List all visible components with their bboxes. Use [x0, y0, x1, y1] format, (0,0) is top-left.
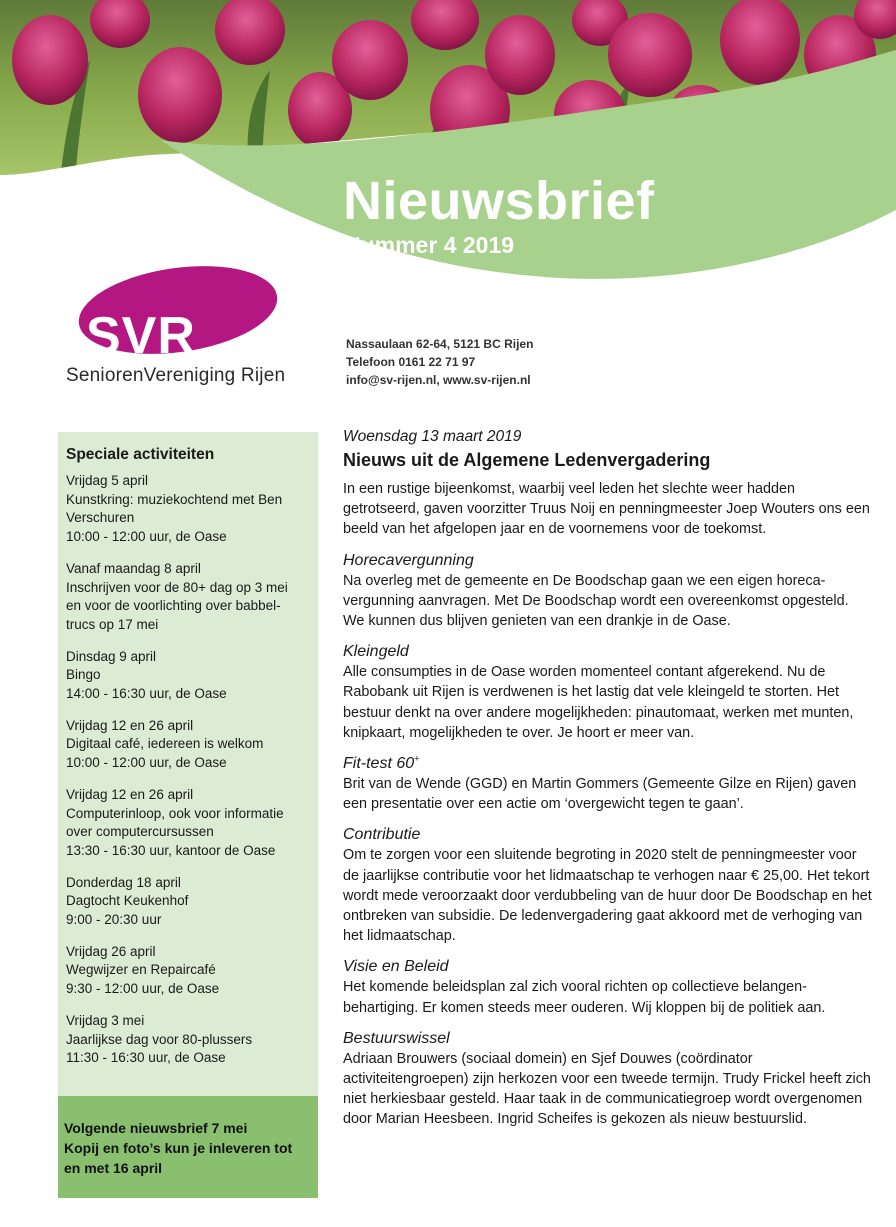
activity-item [66, 560, 308, 635]
activity-line: Wegwijzer en Repaircafé [66, 962, 216, 978]
logo-organization-name: SeniorenVereniging Rijen [66, 365, 286, 386]
section-title-text: Fit-test 60 [343, 755, 415, 773]
activity-line: Verschuren [66, 510, 135, 526]
section-title [343, 642, 873, 662]
section-text: Na overleg met de gemeente en De Boodschap gaan we een eigen horeca-vergunning aanvragen. Met De Boodschap wordt een overeenkomst opgesteld. We kunnen dus blijven genieten van een drankje in de Oase. [343, 572, 849, 630]
newsletter-title: Nieuwsbrief [343, 171, 655, 231]
section-title-text: Kleingeld [343, 643, 409, 661]
activity-list [66, 472, 308, 1068]
next-newsletter-notice [58, 1096, 318, 1198]
activity-item [66, 874, 308, 930]
activity-line: 10:00 - 12:00 uur, de Oase [66, 755, 227, 771]
activity-line: Vanaf maandag 8 april [66, 560, 201, 576]
activity-line: 9:00 - 20:30 uur [66, 912, 162, 928]
section-title [343, 825, 873, 845]
activity-line: Vrijdag 3 mei [66, 1012, 145, 1028]
contact-block [346, 335, 533, 389]
section-text: Alle consumpties in de Oase worden momenteel contant afgerekend. Nu de Rabobank uit Rijen is verdwenen is het lastig dat vele kleingeld te storten. Het bestuur denkt na over andere mogelijkheden: pinautomaat, werken met munten, knipkaart, mogelijkheden te over. Je hoort er meer van. [343, 664, 854, 741]
activity-line: en voor de voorlichting over babbel- [66, 598, 281, 614]
activity-line: trucs op 17 mei [66, 616, 159, 632]
activity-line: Vrijdag 12 en 26 april [66, 717, 194, 733]
issue-number: Nummer 4 2019 [344, 232, 515, 258]
activity-line: Computerinloop, ook voor informatie [66, 805, 284, 821]
activity-line: 10:00 - 12:00 uur, de Oase [66, 529, 227, 545]
contact-phone: Telefoon 0161 22 71 97 [346, 355, 476, 369]
section-title [343, 551, 873, 571]
activity-line: Vrijdag 12 en 26 april [66, 786, 194, 802]
activity-line: 11:30 - 16:30 uur, de Oase [66, 1050, 226, 1066]
article-intro: In een rustige bijeenkomst, waarbij veel leden het slechte weer hadden getrotseerd, gaven voorzitter Truus Noij en penningmeester Joep Wouters ons een beeld van het afgelopen jaar en de voornemens voor de toekomst. [343, 481, 870, 538]
activity-line: Donderdag 18 april [66, 874, 181, 890]
section-title [343, 957, 873, 977]
activities-sidebar [58, 432, 318, 1096]
activity-item [66, 943, 308, 999]
activity-line: Dinsdag 9 april [66, 648, 157, 664]
article-sections [343, 551, 873, 1130]
section-title-superscript: + [414, 753, 420, 764]
contact-address: Nassaulaan 62-64, 5121 BC Rijen [346, 337, 534, 351]
section-text: Om te zorgen voor een sluitende begroting in 2020 stelt de penningmeester voor de jaarlijkse contributie voor het lidmaatschap te verhogen naar € 25,00. Het tekort wordt mede veroorzaakt door verdubbeling van de huur door De Boodschap en het ontbreken van subsidie. De ledenvergadering gaat akkoord met de verhoging van het lidmaatschap. [343, 847, 872, 945]
main-article [343, 427, 873, 1141]
activity-item [66, 786, 308, 861]
activity-item [66, 648, 308, 704]
activity-line: over computercursussen [66, 824, 214, 840]
activity-line: Digitaal café, iedereen is welkom [66, 736, 264, 752]
notice-line: Volgende nieuwsbrief 7 mei [64, 1120, 248, 1136]
article-title: Nieuws uit de Algemene Ledenvergadering [343, 450, 711, 470]
activity-line: 13:30 - 16:30 uur, kantoor de Oase [66, 842, 276, 858]
section-title-text: Contributie [343, 826, 421, 844]
section-text: Adriaan Brouwers (sociaal domein) en Sjef Douwes (coördinator activiteitengroepen) zijn herkozen voor een tweede termijn. Trudy Frickel heeft zich niet herkiesbaar gesteld. Haar taak in de communicatiegroep wordt overgenomen door Marian Heesbeen. Ingrid Scheifes is gekozen als nieuw bestuurslid. [343, 1050, 871, 1128]
activity-line: Dagtocht Keukenhof [66, 893, 189, 909]
activity-line: 9:30 - 12:00 uur, de Oase [66, 981, 220, 997]
section-title [343, 754, 873, 774]
notice-line: Kopij en foto’s kun je inleveren tot [64, 1140, 293, 1156]
section-text: Het komende beleidsplan zal zich vooral richten op collectieve belangen-behartiging. Er komen steeds meer ouderen. Wij kloppen bij de politiek aan. [343, 979, 826, 1016]
section-title [343, 1029, 873, 1049]
section-title-text: Visie en Beleid [343, 958, 449, 976]
sidebar-title: Speciale activiteiten [66, 446, 215, 463]
activity-line: Vrijdag 26 april [66, 943, 156, 959]
header-banner [0, 0, 896, 285]
activity-line: Kunstkring: muziekochtend met Ben [66, 491, 283, 507]
activity-line: Vrijdag 5 april [66, 473, 149, 488]
contact-web: info@sv-rijen.nl, www.sv-rijen.nl [346, 373, 531, 387]
activity-line: 14:00 - 16:30 uur, de Oase [66, 686, 227, 702]
article-date: Woensdag 13 maart 2019 [343, 428, 522, 445]
section-title-text: Bestuurswissel [343, 1029, 450, 1047]
activity-line: Bingo [66, 667, 101, 683]
notice-line: en met 16 april [64, 1160, 163, 1176]
section-text: Brit van de Wende (GGD) en Martin Gommers (Gemeente Gilze en Rijen) gaven een presentatie over een actie om ‘overgewicht tegen te gaan’. [343, 776, 857, 813]
activity-line: Inschrijven voor de 80+ dag op 3 mei [66, 579, 288, 595]
activity-line: Jaarlijkse dag voor 80-plussers [66, 1031, 253, 1047]
activity-item [66, 472, 308, 547]
logo-initials: SVR [86, 307, 196, 365]
activity-item [66, 717, 308, 773]
activity-item [66, 1012, 308, 1068]
section-title-text: Horecavergunning [343, 551, 474, 569]
